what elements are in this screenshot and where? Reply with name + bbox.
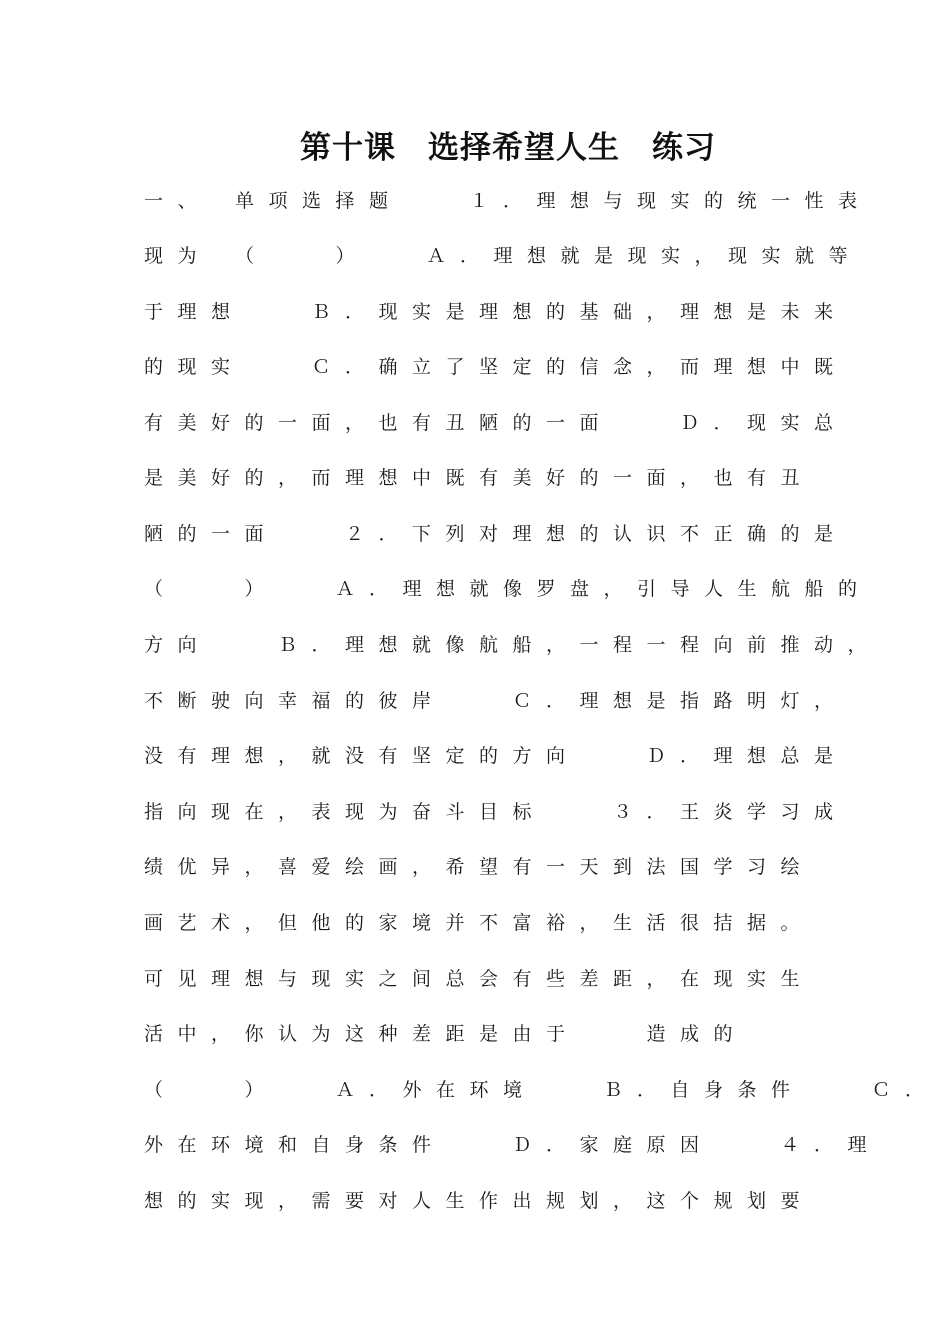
text-line-3: 于理想 Ｂ．现实是理想的基础，理想是未来 xyxy=(144,301,848,323)
text-line-8: （ ） Ａ．理想就像罗盘，引导人生航船的 xyxy=(144,578,872,600)
text-line-2: 现为 （ ） Ａ．理想就是现实，现实就等 xyxy=(144,245,863,267)
text-line-4: 的现实 Ｃ．确立了坚定的信念，而理想中既 xyxy=(144,356,848,378)
text-line-19: 想的实现，需要对人生作出规划，这个规划要 xyxy=(144,1190,815,1212)
text-line-5: 有美好的一面，也有丑陋的一面 Ｄ．现实总 xyxy=(144,412,848,434)
text-line-13: 绩优异，喜爱绘画，希望有一天到法国学习绘 xyxy=(144,856,815,878)
text-line-7: 陋的一面 ２．下列对理想的认识不正确的是 xyxy=(144,523,848,545)
text-line-18: 外在环境和自身条件 Ｄ．家庭原因 ４．理 xyxy=(144,1134,882,1156)
text-line-11: 没有理想，就没有坚定的方向 Ｄ．理想总是 xyxy=(144,745,848,767)
text-line-10: 不断驶向幸福的彼岸 Ｃ．理想是指路明灯， xyxy=(144,690,848,712)
page-title: 第十课 选择希望人生 练习 xyxy=(300,130,716,166)
text-line-14: 画艺术，但他的家境并不富裕，生活很拮据。 xyxy=(144,912,815,934)
text-line-15: 可见理想与现实之间总会有些差距，在现实生 xyxy=(144,968,815,990)
text-line-16: 活中，你认为这种差距是由于 造成的 xyxy=(144,1023,748,1045)
text-line-1: 一、 单项选择题 １．理想与现实的统一性表 xyxy=(144,190,872,212)
text-line-9: 方向 Ｂ．理想就像航船，一程一程向前推动， xyxy=(144,634,882,656)
text-line-17: （ ） Ａ．外在环境 Ｂ．自身条件 Ｃ． xyxy=(144,1079,939,1101)
text-line-12: 指向现在，表现为奋斗目标 ３．王炎学习成 xyxy=(144,801,848,823)
text-line-6: 是美好的，而理想中既有美好的一面，也有丑 xyxy=(144,467,815,489)
